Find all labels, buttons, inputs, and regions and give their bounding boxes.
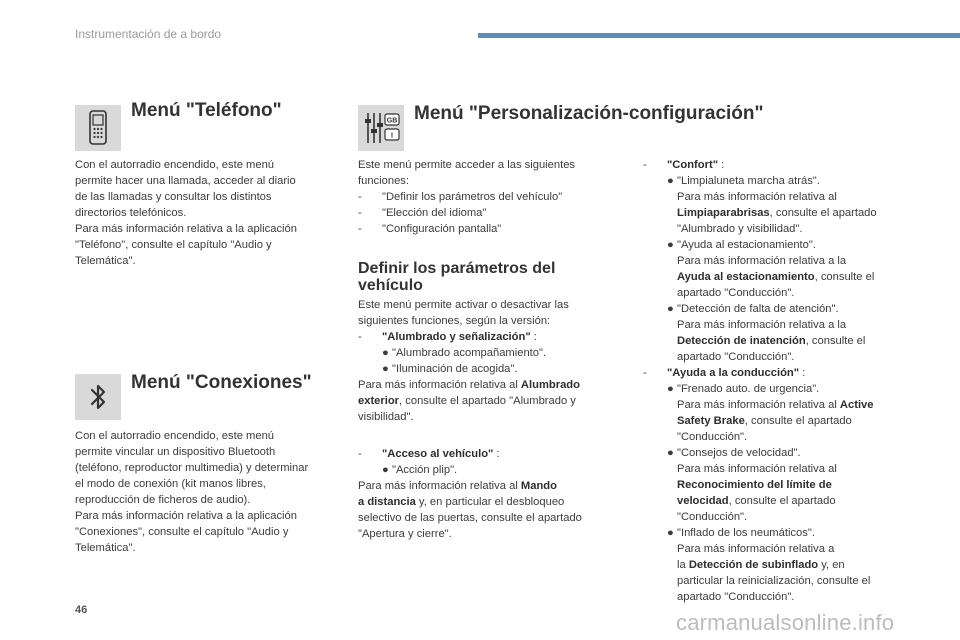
connections-menu-text: Con el autorradio encendido, este menú permite vincular un dispositivo Bluetooth (teléfono, reproductor multimedia) y determinar el modo de conexión (kit manos libres, reproducción de ficheros de audio). Para más información relativa a la aplicación "Conexiones", consulte el capítulo "Audio y Telemática".	[75, 430, 309, 554]
bluetooth-icon	[75, 374, 121, 420]
params-text: Este menú permite activar o desactivar las siguientes funciones, según la versión: - "Alumbrado y señalización" : ● "Alumbrado acompañamiento". ● "Iluminación de acogida". Para más información relativa al Alumbrado exterior, consulte el apartado "Alumbrado y visibilidad".	[358, 299, 580, 423]
settings-menu-text: Este menú permite acceder a las siguientes funciones: - "Definir los parámetros del vehículo" - "Elección del idioma" - "Configuración pantalla"	[358, 159, 576, 235]
running-header: Instrumentación de a bordo	[75, 27, 222, 41]
watermark: carmanualsonline.info	[676, 610, 895, 635]
driving-section: - "Ayuda a la conducción" : ● "Frenado auto. de urgencia". Para más información relativa al Active Safety Brake, consulte el apartado "Conducción". ● "Consejos de velocidad". Para más información relativa al Reconocimiento del límite de velocidad, consulte el apartado "Conducción". ● "Inflado de los neumáticos". Para más información relativa a la Detección de subinflado y, en particular la reinicialización, consulte el apartado "Conducción".	[643, 367, 874, 603]
params-subtitle: Definir los parámetros del vehículo	[358, 260, 556, 294]
phone-menu-title: Menú "Teléfono"	[131, 100, 282, 121]
access-text: - "Acceso al vehículo" : ● "Acción plip". Para más información relativa al Mando a distancia y, en particular el desbloqueo selectivo de las puertas, consulte el apartado "Apertura y cierre".	[358, 448, 582, 540]
header-accent-bar	[478, 33, 960, 38]
page-number: 46	[75, 604, 88, 616]
connections-menu-title: Menú "Conexiones"	[131, 372, 312, 393]
settings-sliders-icon	[358, 105, 404, 151]
mobile-phone-icon	[75, 105, 121, 151]
svg-text:I: I	[391, 132, 393, 140]
comfort-section: - "Confort" : ● "Limpialuneta marcha atrás". Para más información relativa al Limpiaparabrisas, consulte el apartado "Alumbrado y visibilidad". ● "Ayuda al estacionamiento". Para más información relativa a la Ayuda al estacionamiento, consulte el apartado "Conducción". ● "Detección de falta de atención". Para más información relativa a la Detección de inatención, consulte el apartado "Conducción".	[643, 159, 877, 363]
phone-menu-text: Con el autorradio encendido, este menú permite hacer una llamada, acceder al diario de las llamadas y consultar los distintos directorios telefónicos. Para más información relativa a la aplicación "Teléfono", consulte el capítulo "Audio y Telemática".	[75, 159, 297, 267]
svg-text:GB: GB	[386, 117, 398, 125]
settings-menu-title: Menú "Personalización-configuración"	[414, 103, 764, 124]
